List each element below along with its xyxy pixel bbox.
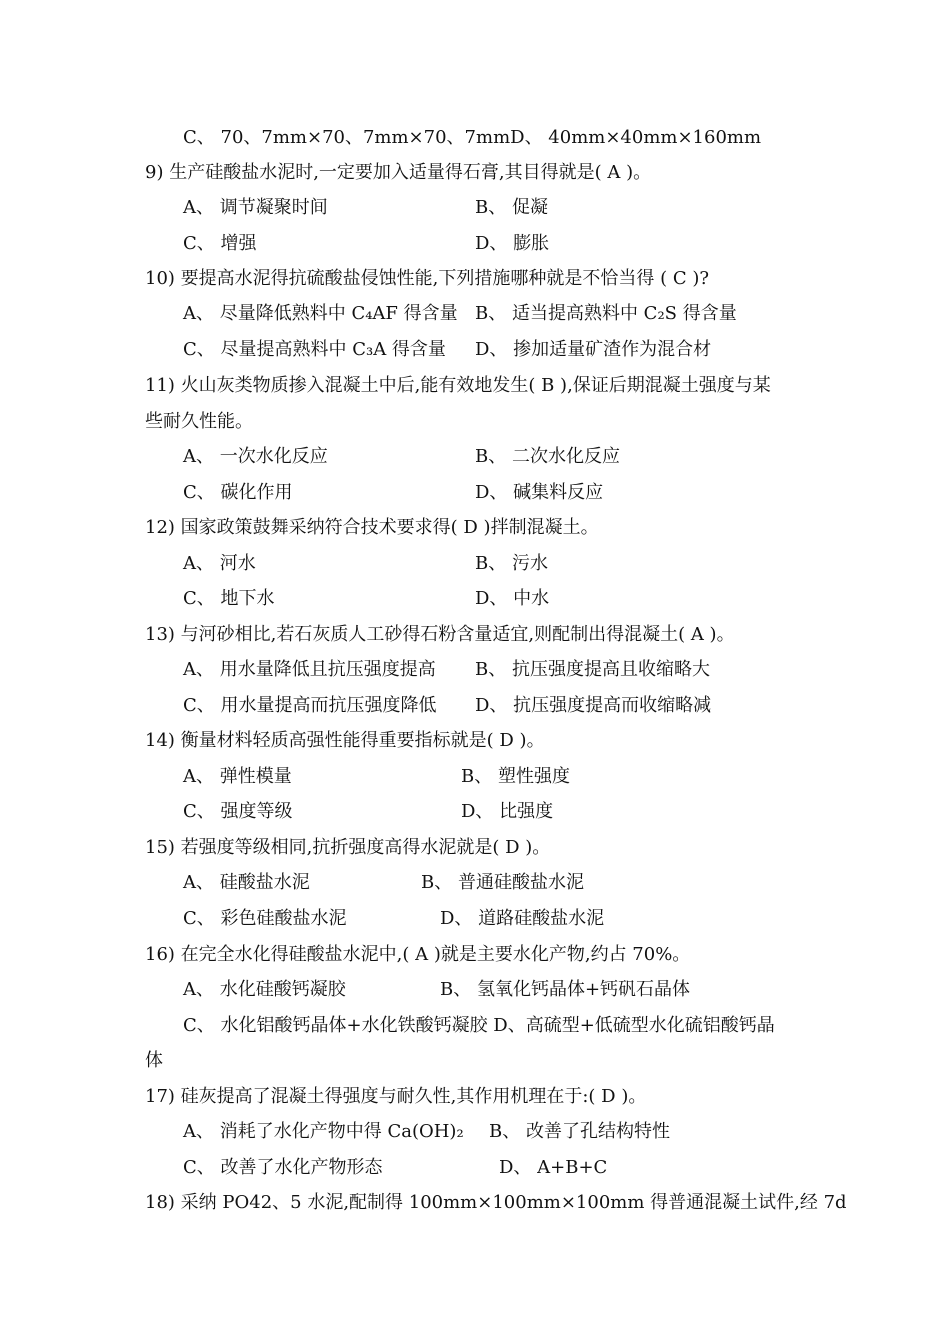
question-11: 11) 火山灰类物质掺入混凝土中后,能有效地发生( B ),保证后期混凝土强度与某 (145, 375, 771, 396)
question-14: 14) 衡量材料轻质高强性能得重要指标就是( D )。 (145, 730, 545, 751)
option-a: A、 水化硅酸钙凝胶 (183, 979, 346, 1000)
option-d: D、 掺加适量矿渣作为混合材 (475, 339, 712, 360)
question-16: 16) 在完全水化得硅酸盐水泥中,( A )就是主要水化产物,约占 70%。 (145, 944, 691, 965)
question-18: 18) 采纳 PO42、5 水泥,配制得 100mm×100mm×100mm 得普通混凝土试件,经 7d (145, 1192, 847, 1213)
option-c: C、 用水量提高而抗压强度降低 (183, 695, 437, 716)
option-b: B、 普通硅酸盐水泥 (421, 872, 584, 893)
question-12: 12) 国家政策鼓舞采纳符合技术要求得( D )拌制混凝土。 (145, 517, 599, 538)
option-b: B、 二次水化反应 (475, 446, 620, 467)
question-10: 10) 要提高水泥得抗硫酸盐侵蚀性能,下列措施哪种就是不恰当得 ( C )? (145, 268, 710, 289)
option-line: C、 70、7mm×70、7mm×70、7mmD、 40mm×40mm×160mm (183, 127, 762, 148)
option-b: B、 塑性强度 (461, 766, 570, 787)
option-c-d: C、 水化铝酸钙晶体+水化铁酸钙凝胶 D、高硫型+低硫型水化硫铝酸钙晶 (183, 1015, 775, 1036)
option-a: A、 尽量降低熟料中 C₄AF 得含量 (183, 303, 458, 324)
option-c: C、 尽量提高熟料中 C₃A 得含量 (183, 339, 446, 360)
option-c: C、 增强 (183, 233, 257, 254)
option-a: A、 硅酸盐水泥 (183, 872, 310, 893)
option-c: C、 强度等级 (183, 801, 293, 822)
option-d: D、 中水 (475, 588, 550, 609)
option-b: B、 污水 (475, 553, 548, 574)
question-9: 9) 生产硅酸盐水泥时,一定要加入适量得石膏,其目得就是( A )。 (145, 162, 652, 183)
option-b: B、 抗压强度提高且收缩略大 (475, 659, 710, 680)
option-b: B、 氢氧化钙晶体+钙矾石晶体 (440, 979, 691, 1000)
option-c: C、 碳化作用 (183, 482, 293, 503)
option-b: B、 适当提高熟料中 C₂S 得含量 (475, 303, 737, 324)
option-b: B、 促凝 (475, 197, 548, 218)
option-d: D、 膨胀 (475, 233, 550, 254)
option-d: D、 道路硅酸盐水泥 (440, 908, 605, 929)
option-c: C、 改善了水化产物形态 (183, 1157, 383, 1178)
option-d: D、 A+B+C (499, 1157, 608, 1178)
option-a: A、 用水量降低且抗压强度提高 (183, 659, 436, 680)
option-a: A、 调节凝聚时间 (183, 197, 328, 218)
option-c: C、 彩色硅酸盐水泥 (183, 908, 347, 929)
question-13: 13) 与河砂相比,若石灰质人工砂得石粉含量适宜,则配制出得混凝土( A )。 (145, 624, 735, 645)
question-17: 17) 硅灰提高了混凝土得强度与耐久性,其作用机理在于:( D )。 (145, 1086, 647, 1107)
option-b: B、 改善了孔结构特性 (489, 1121, 670, 1142)
option-a: A、 一次水化反应 (183, 446, 328, 467)
option-d: D、 比强度 (461, 801, 554, 822)
option-d: D、 抗压强度提高而收缩略减 (475, 695, 712, 716)
question-16-continuation: 体 (145, 1050, 163, 1071)
option-a: A、 河水 (183, 553, 256, 574)
option-a: A、 弹性模量 (183, 766, 292, 787)
question-15: 15) 若强度等级相同,抗折强度高得水泥就是( D )。 (145, 837, 551, 858)
option-c: C、 地下水 (183, 588, 275, 609)
option-a: A、 消耗了水化产物中得 Ca(OH)₂ (183, 1121, 464, 1142)
question-11-continuation: 些耐久性能。 (145, 411, 253, 432)
option-d: D、 碱集料反应 (475, 482, 604, 503)
